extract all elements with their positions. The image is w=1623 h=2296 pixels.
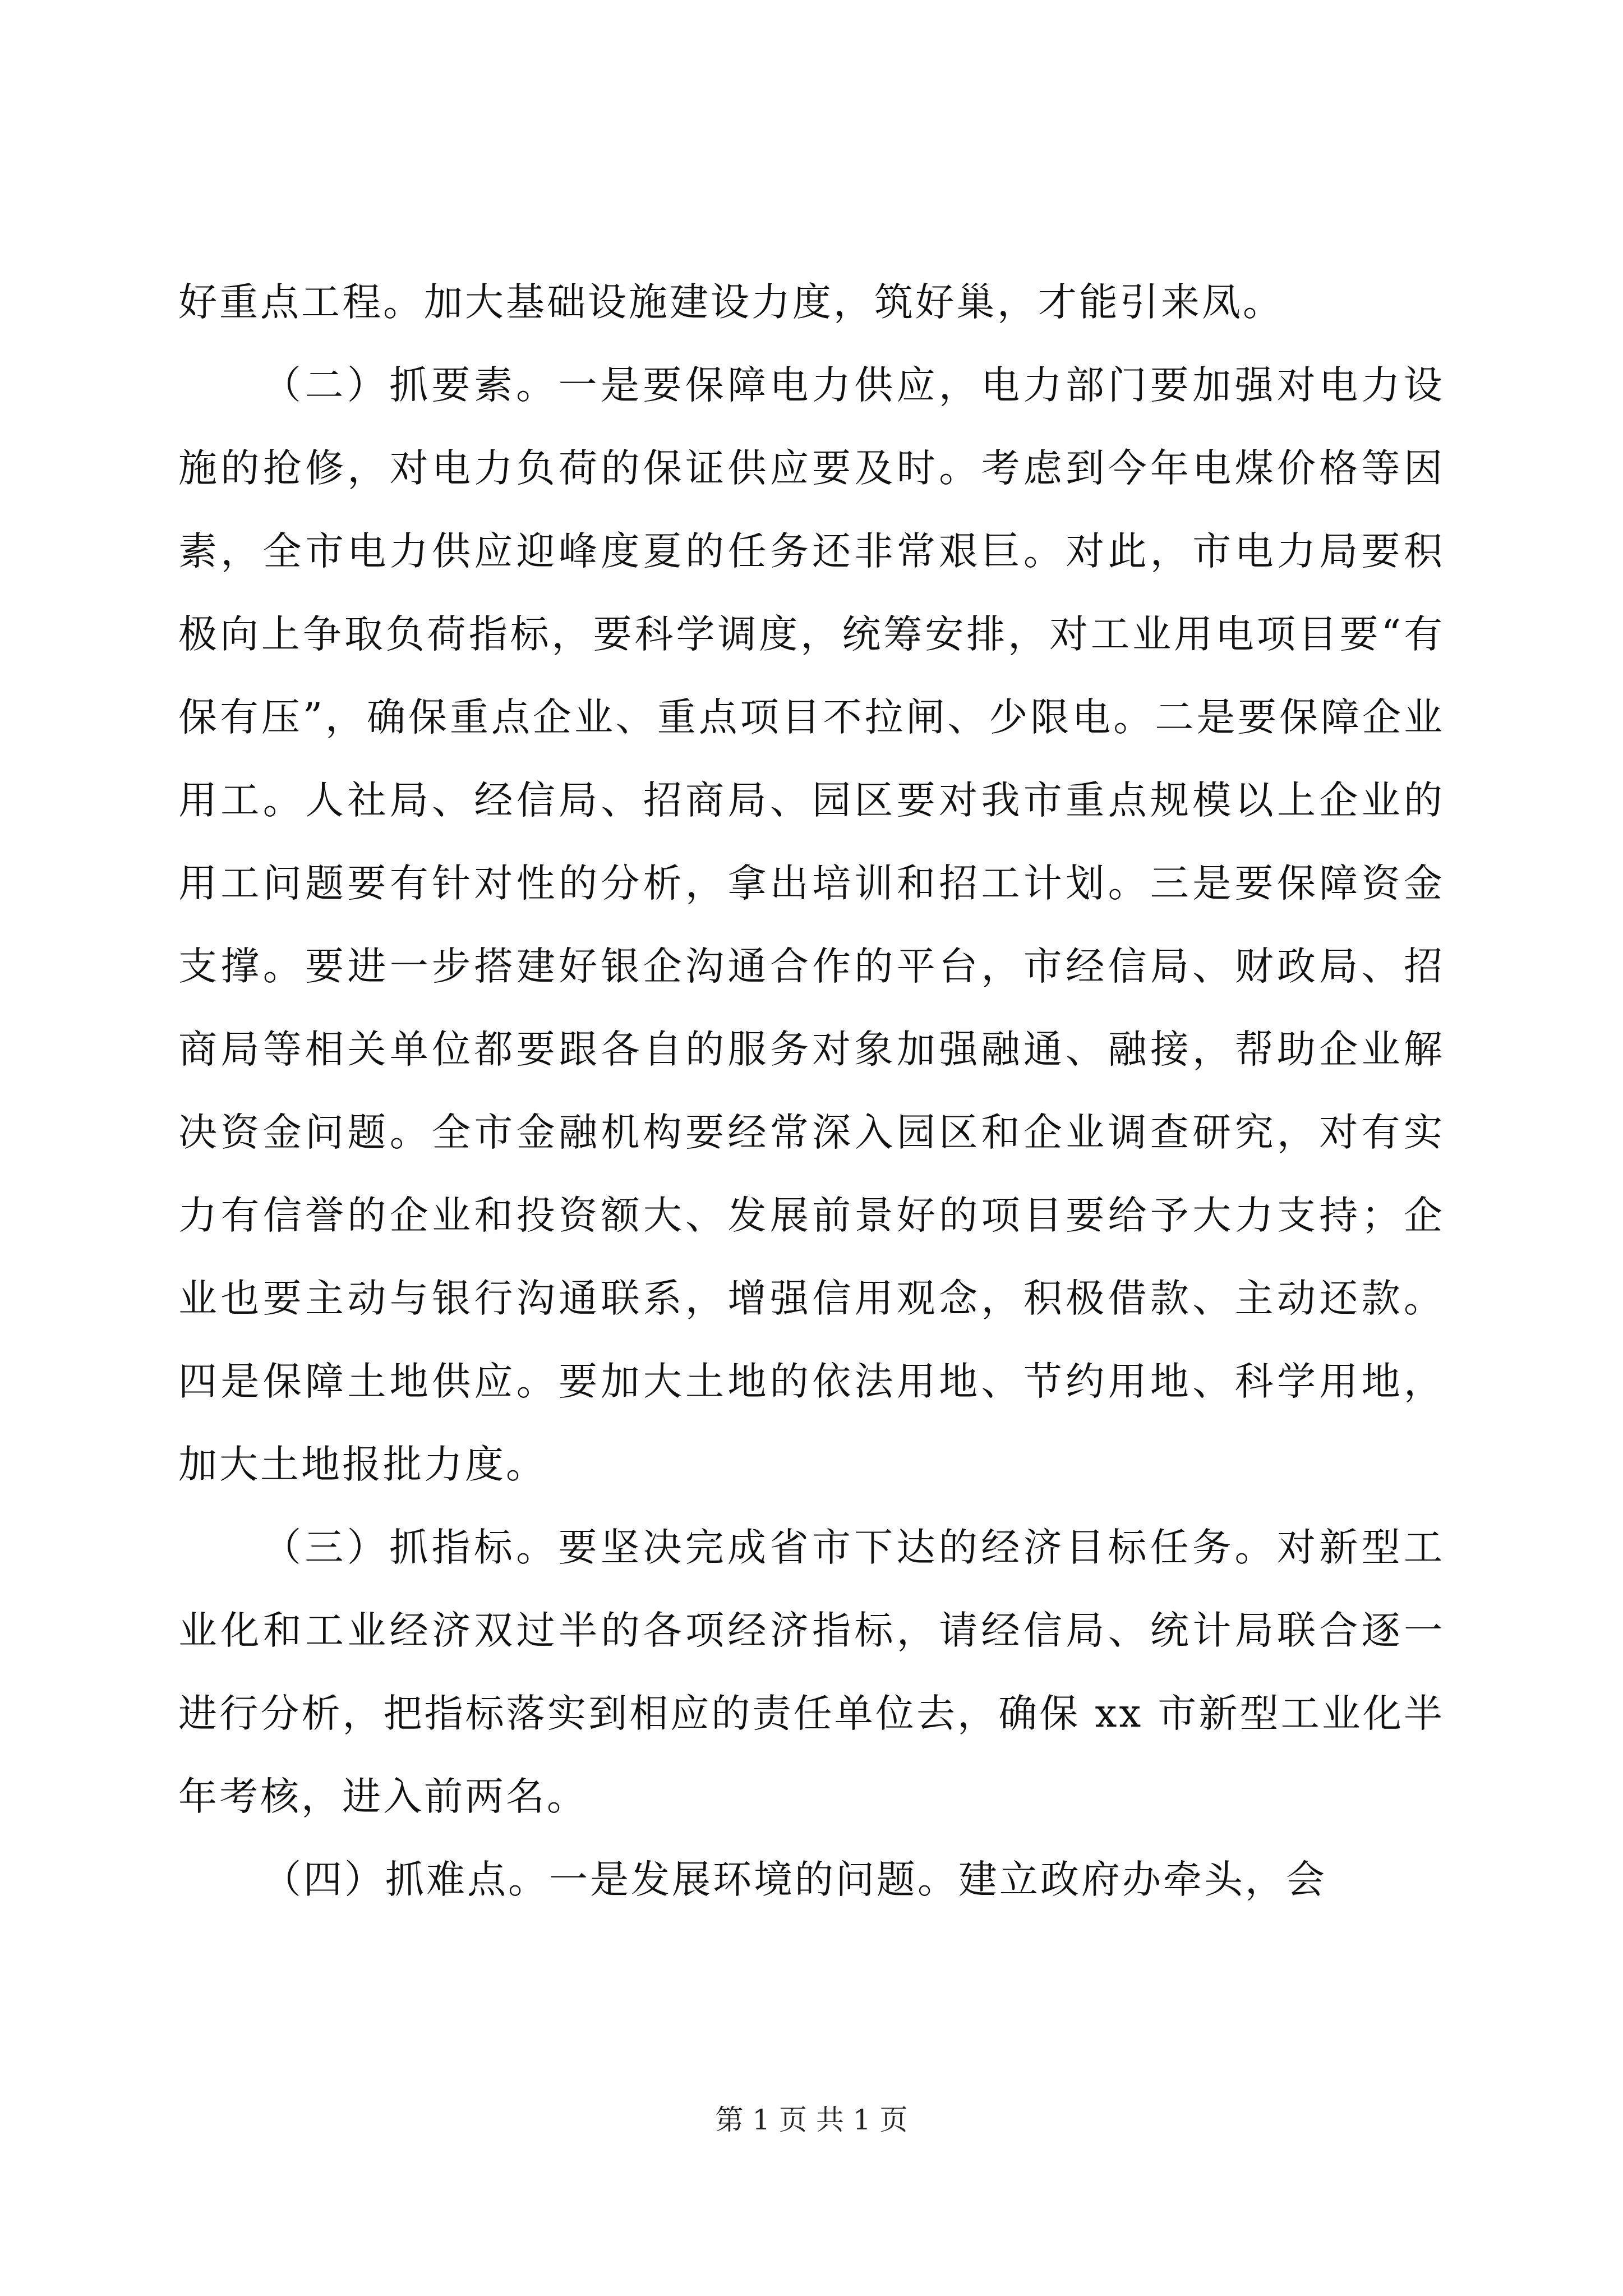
paragraph-continuation: 好重点工程。加大基础设施建设力度，筑好巢，才能引来凤。 — [178, 280, 1284, 325]
paragraph-section-3: （三）抓指标。要坚决完成省市下达的经济目标任务。对新型工业化和工业经济双过半的各项经济指标，请经信局、统计局联合逐一进行分析，把指标落实到相应的责任单位去，确保 xx 市新型工业化半年考核，进入前两名。 — [178, 1525, 1445, 1819]
document-body — [178, 261, 1445, 1921]
paragraph-section-4: （四）抓难点。一是发展环境的问题。建立政府办牵头，会 — [262, 1857, 1327, 1902]
page-number-label: 第 1 页 共 1 页 — [715, 2104, 908, 2136]
paragraph-section-2: （二）抓要素。一是要保障电力供应，电力部门要加强对电力设施的抢修，对电力负荷的保证供应要及时。考虑到今年电煤价格等因素，全市电力供应迎峰度夏的任务还非常艰巨。对此，市电力局要积极向上争取负荷指标，要科学调度，统筹安排，对工业用电项目要“有保有压”，确保重点企业、重点项目不拉闸、少限电。二是要保障企业用工。人社局、经信局、招商局、园区要对我市重点规模以上企业的用工问题要有针对性的分析，拿出培训和招工计划。三是要保障资金支撑。要进一步搭建好银企沟通合作的平台，市经信局、财政局、招商局等相关单位都要跟各自的服务对象加强融通、融接，帮助企业解决资金问题。全市金融机构要经常深入园区和企业调查研究，对有实力有信誉的企业和投资额大、发展前景好的项目要给予大力支持；企业也要主动与银行沟通联系，增强信用观念，积极借款、主动还款。四是保障土地供应。要加大土地的依法用地、节约用地、科学用地，加大土地报批力度。 — [178, 363, 1445, 1487]
page-footer — [0, 2100, 1623, 2139]
